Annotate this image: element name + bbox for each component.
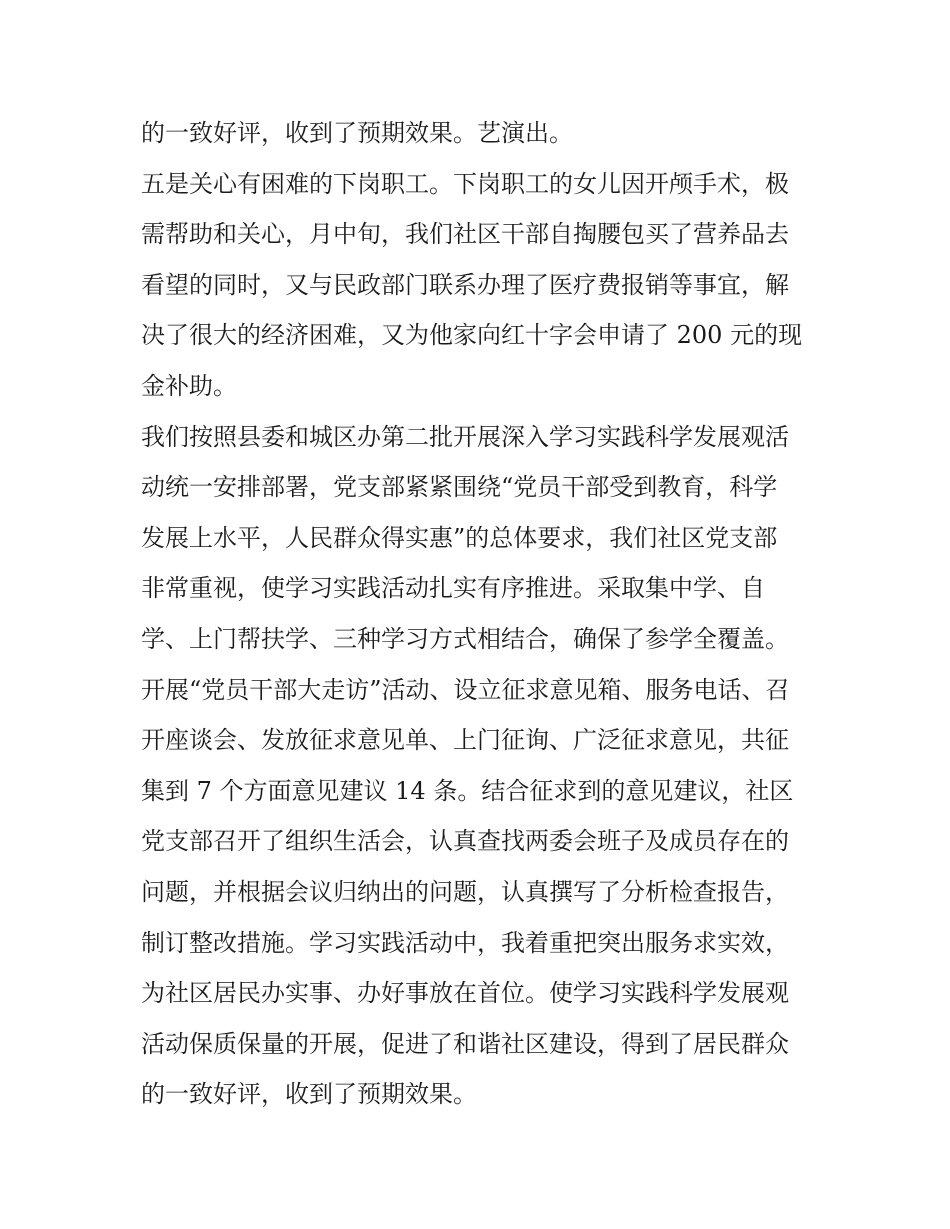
text-line: 开座谈会、发放征求意见单、上门征询、广泛征求意见，共征 <box>141 726 789 755</box>
body-text <box>141 108 821 1120</box>
text-line: 学、上门帮扶学、三种学习方式相结合，确保了参学全覆盖。 <box>141 624 789 653</box>
text-line: 发展上水平，人民群众得实惠”的总体要求，我们社区党支部 <box>141 523 778 552</box>
text-line: 为社区居民办实事、办好事放在首位。使学习实践科学发展观 <box>141 979 789 1008</box>
text-line: 金补助。 <box>141 371 237 400</box>
text-line: 非常重视，使学习实践活动扎实有序推进。采取集中学、自 <box>141 574 765 603</box>
text-line: 我们按照县委和城区办第二批开展深入学习实践科学发展观活 <box>141 422 789 451</box>
text-line: 开展“党员干部大走访”活动、设立征求意见箱、服务电话、召 <box>141 675 790 704</box>
text-line: 集到 7 个方面意见建议 14 条。结合征求到的意见建议，社区 <box>141 776 794 805</box>
text-line: 需帮助和关心，月中旬，我们社区干部自掏腰包买了营养品去 <box>141 220 789 249</box>
text-line: 五是关心有困难的下岗职工。下岗职工的女儿因开颅手术，极 <box>141 169 789 198</box>
text-line: 决了很大的经济困难，又为他家向红十字会申请了 200 元的现 <box>141 321 803 350</box>
text-line: 制订整改措施。学习实践活动中，我着重把突出服务求实效， <box>141 928 789 957</box>
text-line: 的一致好评，收到了预期效果。艺演出。 <box>141 119 573 147</box>
text-line: 党支部召开了组织生活会，认真查找两委会班子及成员存在的 <box>141 827 789 856</box>
text-line: 问题，并根据会议归纳出的问题，认真撰写了分析检查报告， <box>141 877 789 906</box>
text-line: 活动保质保量的开展，促进了和谐社区建设，得到了居民群众 <box>141 1029 789 1058</box>
text-line: 看望的同时，又与民政部门联系办理了医疗费报销等事宜，解 <box>141 270 789 299</box>
text-line: 的一致好评，收到了预期效果。 <box>141 1080 477 1109</box>
text-line: 动统一安排部署，党支部紧紧围绕“党员干部受到教育，科学 <box>141 473 778 502</box>
